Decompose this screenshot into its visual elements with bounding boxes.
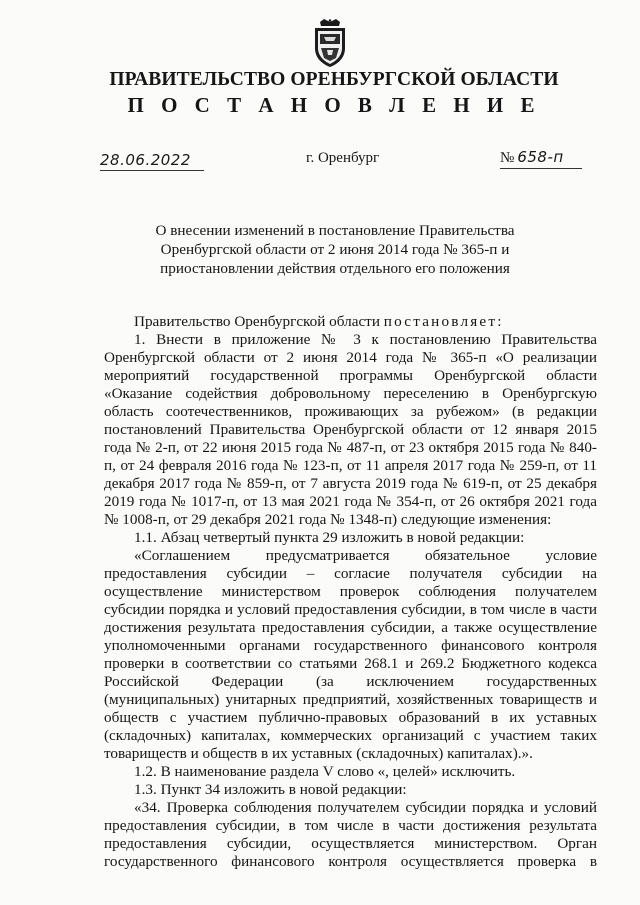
- government-title: ПРАВИТЕЛЬСТВО ОРЕНБУРГСКОЙ ОБЛАСТИ: [109, 69, 559, 90]
- document-subject: [130, 221, 540, 278]
- intro-paragraph: [104, 313, 597, 331]
- paragraph-1-3-quote: «34. Проверка соблюдения получателем субсидии порядка и условий предоставления субсидии, в том числе в части достижения результата предоставления субсидии, осуществляется министерством. Орган государственного финансового контроля осуществляется проверка в: [104, 799, 597, 870]
- number-sign: №: [500, 150, 515, 166]
- document-type: П О С Т А Н О В Л Е Н И Е: [127, 93, 541, 117]
- intro-text: Правительство Оренбургской области: [134, 313, 384, 330]
- subject-line: О внесении изменений в постановление Правительства: [155, 222, 515, 239]
- document-city: г. Оренбург: [306, 150, 380, 166]
- paragraph-1-2: 1.2. В наименование раздела V слово «, целей» исключить.: [134, 763, 516, 780]
- intro-colon: :: [497, 313, 502, 330]
- paragraph-1-3: 1.3. Пункт 34 изложить в новой редакции:: [134, 781, 407, 798]
- subject-line: Оренбургской области от 2 июня 2014 года № 365-п и: [160, 241, 510, 258]
- paragraph-1-1-quote: «Соглашением предусматривается обязательное условие предоставления субсидии – согласие получателя субсидии на осуществление министерством проверок соблюдения получателем субсидии порядка и условий предоставления субсидии, в том числе в части достижения результата предоставления субсидии, а также осуществление уполномоченными органами государственного финансового контроля проверки в соответствии со статьями 268.1 и 269.2 Бюджетного кодекса Российской Федерации (за исключением государственных (муниципальных) унитарных предприятий, хозяйственных товариществ и обществ с участием публично-правовых образований в их уставных (складочных) капиталах, коммерческих организаций с участием таких товариществ и обществ в их уставных (складочных) капиталах).».: [104, 547, 597, 762]
- coat-of-arms-icon: [310, 18, 350, 68]
- number-value: 658-п: [517, 148, 564, 166]
- resolves-word: постановляет: [383, 313, 498, 330]
- document-body: [104, 313, 597, 871]
- paragraph-1-1: 1.1. Абзац четвертый пункта 29 изложить в новой редакции:: [134, 529, 525, 546]
- document-date: 28.06.2022: [100, 151, 204, 171]
- subject-line: приостановлении действия отдельного его положения: [160, 260, 510, 277]
- paragraph-1: 1. Внести в приложение № 3 к постановлению Правительства Оренбургской области от 2 июня 2014 года № 365-п «О реализации мероприятий государственной программы Оренбургской области «Оказание содействия добровольному переселению в Оренбургскую область соотечественников, проживающих за рубежом» (в редакции постановлений Правительства Оренбургской области от 12 января 2015 года № 2-п, от 22 июня 2015 года № 487-п, от 23 октября 2015 года № 840-п, от 24 февраля 2016 года № 123-п, от 11 апреля 2017 года № 259-п, от 11 декабря 2017 года № 859-п, от 7 августа 2019 года № 619-п, от 25 декабря 2019 года № 1017-п, от 13 мая 2021 года № 354-п, от 26 октября 2021 года № 1008-п, от 29 декабря 2021 года № 1348-п) следующие изменения:: [104, 331, 597, 528]
- document-number: [500, 148, 582, 169]
